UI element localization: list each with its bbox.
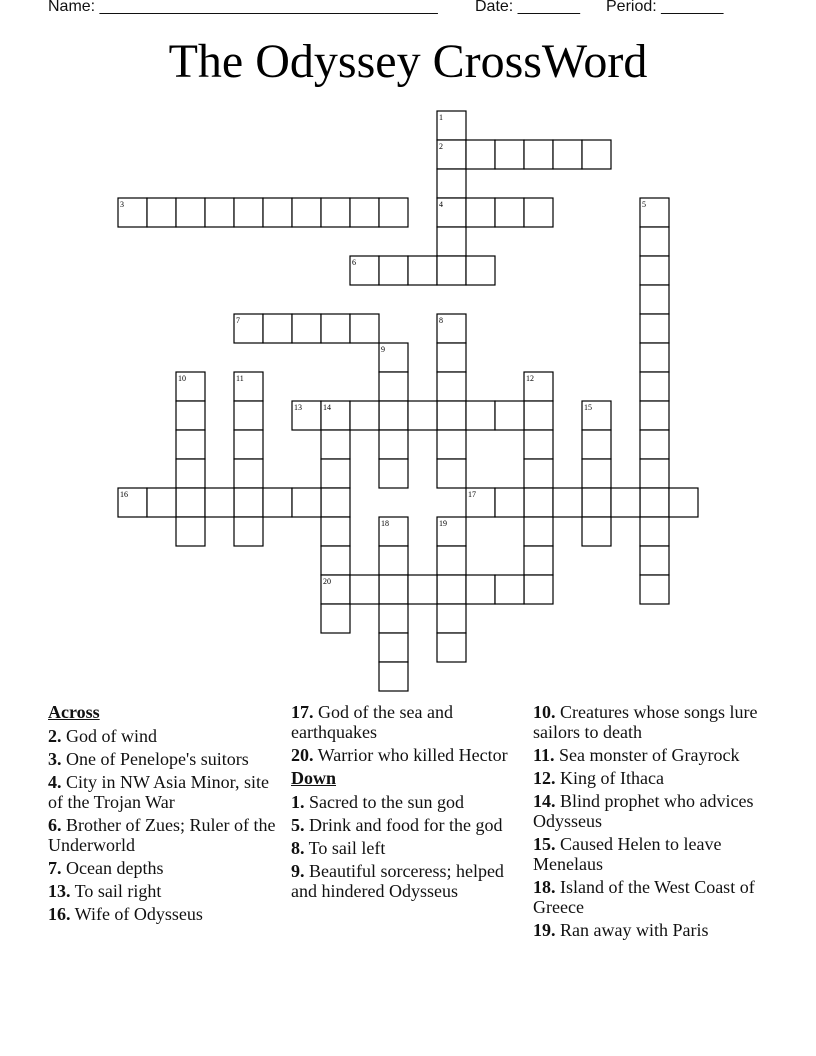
crossword-cell[interactable]: [205, 488, 234, 517]
crossword-cell[interactable]: [437, 459, 466, 488]
crossword-cell[interactable]: [379, 604, 408, 633]
clue-number: 1.: [291, 792, 305, 812]
clue-text: Brother of Zues; Ruler of the Underworld: [48, 815, 276, 855]
crossword-cell[interactable]: [321, 459, 350, 488]
crossword-cell[interactable]: [437, 546, 466, 575]
crossword-cell[interactable]: [437, 343, 466, 372]
clue-number: 7.: [48, 858, 62, 878]
clue-number-label: 16: [120, 490, 128, 499]
crossword-cell[interactable]: [321, 198, 350, 227]
crossword-cell[interactable]: [437, 633, 466, 662]
clue-item: [48, 881, 276, 901]
crossword-cell[interactable]: [582, 140, 611, 169]
across-heading: Across: [48, 702, 100, 722]
clue-item: [533, 745, 761, 765]
clue-number: 5.: [291, 815, 305, 835]
crossword-cell[interactable]: [263, 198, 292, 227]
crossword-cell[interactable]: [292, 488, 321, 517]
clue-number: 17.: [291, 702, 314, 722]
crossword-cell[interactable]: [437, 401, 466, 430]
crossword-cell[interactable]: [437, 227, 466, 256]
crossword-cell[interactable]: [437, 169, 466, 198]
clue-text: God of the sea and earthquakes: [291, 702, 453, 742]
crossword-cell[interactable]: [524, 575, 553, 604]
crossword-cell[interactable]: [321, 546, 350, 575]
clue-text: God of wind: [61, 726, 157, 746]
clue-item: [291, 838, 519, 858]
clue-number-label: 8: [439, 316, 443, 325]
clue-number-label: 10: [178, 374, 186, 383]
clue-text: Warrior who killed Hector: [313, 745, 508, 765]
crossword-cell[interactable]: [495, 401, 524, 430]
clue-number: 20.: [291, 745, 314, 765]
crossword-cell[interactable]: [176, 459, 205, 488]
crossword-cell[interactable]: [379, 633, 408, 662]
crossword-cell[interactable]: [524, 198, 553, 227]
clue-number-label: 12: [526, 374, 534, 383]
crossword-cell[interactable]: [234, 517, 263, 546]
crossword-cell[interactable]: [640, 430, 669, 459]
clue-number-label: 2: [439, 142, 443, 151]
clue-number: 11.: [533, 745, 555, 765]
clue-number-label: 6: [352, 258, 356, 267]
crossword-cell[interactable]: [640, 314, 669, 343]
crossword-cell[interactable]: [582, 430, 611, 459]
clue-number-label: 7: [236, 316, 240, 325]
crossword-cell[interactable]: [582, 459, 611, 488]
clue-text: Wife of Odysseus: [70, 904, 203, 924]
crossword-cell[interactable]: [582, 517, 611, 546]
crossword-cell[interactable]: [321, 314, 350, 343]
clue-item: [533, 768, 761, 788]
clue-number-label: 19: [439, 519, 447, 528]
crossword-cell[interactable]: [466, 140, 495, 169]
clue-number: 8.: [291, 838, 305, 858]
clue-text: Beautiful sorceress; helped and hindered Odysseus: [291, 861, 504, 901]
clue-text: Blind prophet who advices Odysseus: [533, 791, 754, 831]
clue-item: [48, 904, 276, 924]
crossword-cell[interactable]: [524, 517, 553, 546]
crossword-cell[interactable]: [640, 517, 669, 546]
clue-text: Ocean depths: [61, 858, 164, 878]
clue-item: [533, 791, 761, 831]
crossword-cell[interactable]: [640, 401, 669, 430]
crossword-cell[interactable]: [321, 430, 350, 459]
crossword-cell[interactable]: [350, 401, 379, 430]
date-field[interactable]: Date: _______: [475, 0, 580, 15]
crossword-cell[interactable]: [379, 256, 408, 285]
crossword-cell[interactable]: [263, 488, 292, 517]
crossword-cell[interactable]: [292, 198, 321, 227]
clue-item: [48, 749, 276, 769]
crossword-cell[interactable]: [176, 198, 205, 227]
crossword-cell[interactable]: [234, 198, 263, 227]
crossword-cell[interactable]: [640, 459, 669, 488]
clue-number: 6.: [48, 815, 62, 835]
crossword-cell[interactable]: [466, 401, 495, 430]
clue-item: [48, 858, 276, 878]
clue-item: [291, 745, 519, 765]
crossword-cell[interactable]: [640, 575, 669, 604]
clue-column-1: [48, 702, 276, 927]
crossword-cell[interactable]: [611, 488, 640, 517]
crossword-cell[interactable]: [379, 401, 408, 430]
clue-number-label: 9: [381, 345, 385, 354]
crossword-cell[interactable]: [466, 256, 495, 285]
crossword-cell[interactable]: [524, 140, 553, 169]
crossword-cell[interactable]: [379, 546, 408, 575]
crossword-cell[interactable]: [437, 604, 466, 633]
clue-number: 2.: [48, 726, 62, 746]
clue-text: City in NW Asia Minor, site of the Trojan War: [48, 772, 269, 812]
crossword-cell[interactable]: [524, 488, 553, 517]
clue-item: [533, 702, 761, 742]
crossword-cell[interactable]: [437, 575, 466, 604]
clue-number-label: 18: [381, 519, 389, 528]
clue-item: [291, 861, 519, 901]
crossword-cell[interactable]: [234, 430, 263, 459]
clue-number-label: 13: [294, 403, 302, 412]
clue-number: 16.: [48, 904, 71, 924]
crossword-cell[interactable]: [553, 488, 582, 517]
crossword-cell[interactable]: [669, 488, 698, 517]
crossword-cell[interactable]: [234, 401, 263, 430]
clue-text: Sacred to the sun god: [304, 792, 464, 812]
clue-number: 9.: [291, 861, 305, 881]
clue-number: 4.: [48, 772, 62, 792]
clue-item: [533, 920, 761, 940]
crossword-cell[interactable]: [234, 459, 263, 488]
period-field[interactable]: Period: _______: [606, 0, 724, 15]
crossword-cell[interactable]: [640, 546, 669, 575]
crossword-cell[interactable]: [321, 517, 350, 546]
clue-text: Creatures whose songs lure sailors to death: [533, 702, 758, 742]
crossword-cell[interactable]: [582, 488, 611, 517]
clue-text: One of Penelope's suitors: [61, 749, 249, 769]
clue-text: Island of the West Coast of Greece: [533, 877, 755, 917]
crossword-cell[interactable]: [640, 488, 669, 517]
crossword-cell[interactable]: [524, 459, 553, 488]
clue-column-2: [291, 702, 519, 904]
crossword-cell[interactable]: [350, 198, 379, 227]
crossword-cell[interactable]: [466, 575, 495, 604]
crossword-cell[interactable]: [292, 314, 321, 343]
clue-column-3: [533, 702, 761, 943]
crossword-cell[interactable]: [553, 140, 582, 169]
clue-item: [291, 702, 519, 742]
clue-text: Sea monster of Grayrock: [554, 745, 740, 765]
crossword-cell[interactable]: [263, 314, 292, 343]
crossword-cell[interactable]: [379, 198, 408, 227]
page-title: The Odyssey CrossWord: [168, 35, 648, 88]
crossword-cell[interactable]: [205, 198, 234, 227]
crossword-cell[interactable]: [321, 488, 350, 517]
crossword-cell[interactable]: [640, 343, 669, 372]
crossword-cell[interactable]: [379, 459, 408, 488]
crossword-cell[interactable]: [379, 575, 408, 604]
name-field[interactable]: Name: ______________________________________: [48, 0, 438, 15]
clue-number: 18.: [533, 877, 556, 897]
clue-item: [533, 834, 761, 874]
crossword-cell[interactable]: [379, 430, 408, 459]
crossword-cell[interactable]: [408, 401, 437, 430]
crossword-cell[interactable]: [176, 430, 205, 459]
clue-number: 3.: [48, 749, 62, 769]
clue-number-label: 15: [584, 403, 592, 412]
crossword-cell[interactable]: [524, 430, 553, 459]
clue-item: [48, 726, 276, 746]
clue-number: 19.: [533, 920, 556, 940]
clue-number-label: 4: [439, 200, 443, 209]
crossword-cell[interactable]: [640, 285, 669, 314]
crossword-cell[interactable]: [437, 430, 466, 459]
clue-number: 14.: [533, 791, 556, 811]
crossword-cell[interactable]: [321, 604, 350, 633]
clue-number-label: 3: [120, 200, 124, 209]
clue-item: [48, 772, 276, 812]
clue-number: 15.: [533, 834, 556, 854]
clue-item: [533, 877, 761, 917]
crossword-cell[interactable]: [524, 546, 553, 575]
crossword-cell[interactable]: [495, 198, 524, 227]
clue-text: To sail left: [304, 838, 386, 858]
crossword-cell[interactable]: [640, 372, 669, 401]
crossword-cell[interactable]: [379, 372, 408, 401]
clue-number-label: 20: [323, 577, 331, 586]
crossword-cell[interactable]: [350, 314, 379, 343]
crossword-cell[interactable]: [640, 227, 669, 256]
clue-number-label: 1: [439, 113, 443, 122]
clue-number: 10.: [533, 702, 556, 722]
crossword-cell[interactable]: [176, 517, 205, 546]
clue-item: [48, 815, 276, 855]
clue-text: Drink and food for the god: [304, 815, 503, 835]
clue-text: Ran away with Paris: [555, 920, 709, 940]
clue-number-label: 5: [642, 200, 646, 209]
clue-item: [291, 815, 519, 835]
clue-text: Caused Helen to leave Menelaus: [533, 834, 722, 874]
crossword-cell[interactable]: [495, 488, 524, 517]
clue-number-label: 11: [236, 374, 244, 383]
crossword-cell[interactable]: [495, 575, 524, 604]
clue-item: [291, 792, 519, 812]
crossword-cell[interactable]: [147, 488, 176, 517]
crossword-cell[interactable]: [147, 198, 176, 227]
crossword-cell[interactable]: [176, 488, 205, 517]
clue-text: King of Ithaca: [555, 768, 664, 788]
crossword-cell[interactable]: [466, 198, 495, 227]
clue-text: To sail right: [70, 881, 162, 901]
crossword-cell[interactable]: [234, 488, 263, 517]
clue-number-label: 14: [323, 403, 331, 412]
crossword-cell[interactable]: [408, 256, 437, 285]
crossword-cell[interactable]: [408, 575, 437, 604]
crossword-cell[interactable]: [437, 256, 466, 285]
crossword-cell[interactable]: [495, 140, 524, 169]
clue-number: 13.: [48, 881, 71, 901]
crossword-cell[interactable]: [640, 256, 669, 285]
crossword-cell[interactable]: [176, 401, 205, 430]
crossword-cell[interactable]: [524, 401, 553, 430]
clue-number: 12.: [533, 768, 556, 788]
down-heading: Down: [291, 768, 337, 788]
crossword-cell[interactable]: [437, 372, 466, 401]
clue-number-label: 17: [468, 490, 476, 499]
crossword-cell[interactable]: [379, 662, 408, 691]
crossword-cell[interactable]: [350, 575, 379, 604]
